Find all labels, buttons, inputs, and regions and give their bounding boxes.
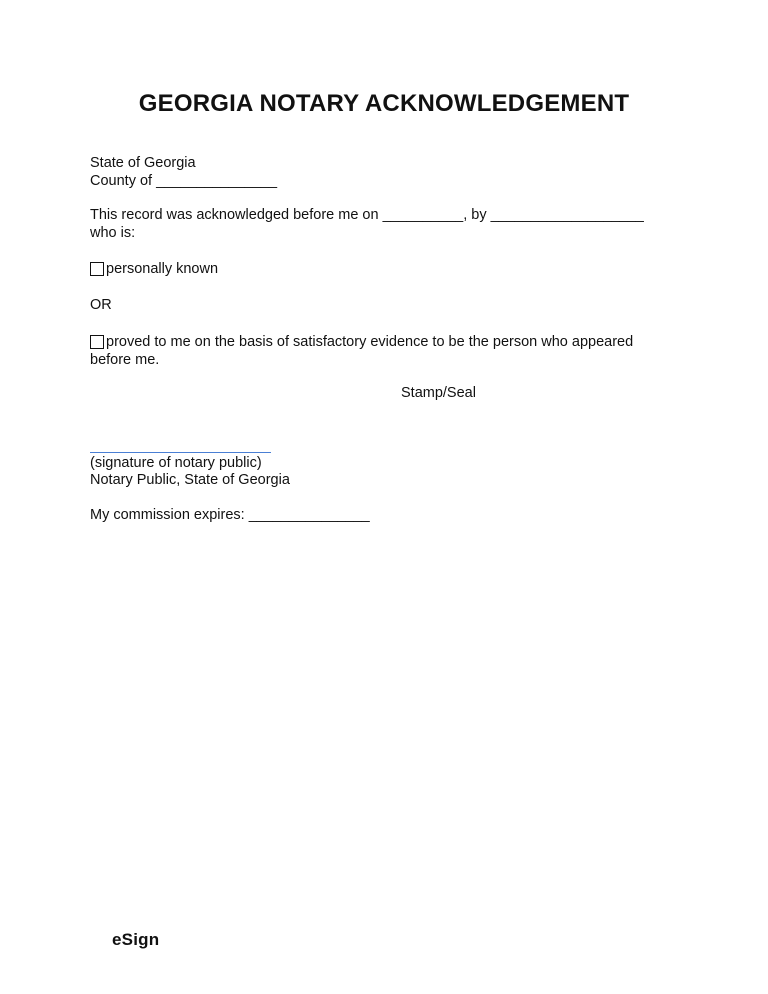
state-line: State of Georgia [90,155,196,171]
notary-title: Notary Public, State of Georgia [90,472,290,488]
or-text: OR [90,297,112,313]
document-title: GEORGIA NOTARY ACKNOWLEDGEMENT [138,90,630,117]
option-personally-known [90,260,218,278]
signature-line[interactable] [90,452,271,453]
who-is-text: who is: [90,225,136,241]
personally-known-checkbox[interactable] [90,262,104,276]
commission-line: My commission expires: _______________ [90,507,370,523]
proved-evidence-continuation: before me. [90,352,160,368]
signature-caption: (signature of notary public) [90,455,262,471]
proved-evidence-checkbox[interactable] [90,335,104,349]
stamp-seal-label: Stamp/Seal [401,385,476,401]
option-proved [90,333,633,351]
record-line: This record was acknowledged before me on __________, by ___________________ [90,207,644,223]
county-line: County of _______________ [90,173,278,189]
esign-logo: eSign [112,930,160,949]
proved-evidence-label: proved to me on the basis of satisfactory evidence to be the person who appeared [106,334,634,350]
personally-known-label: personally known [106,261,219,277]
